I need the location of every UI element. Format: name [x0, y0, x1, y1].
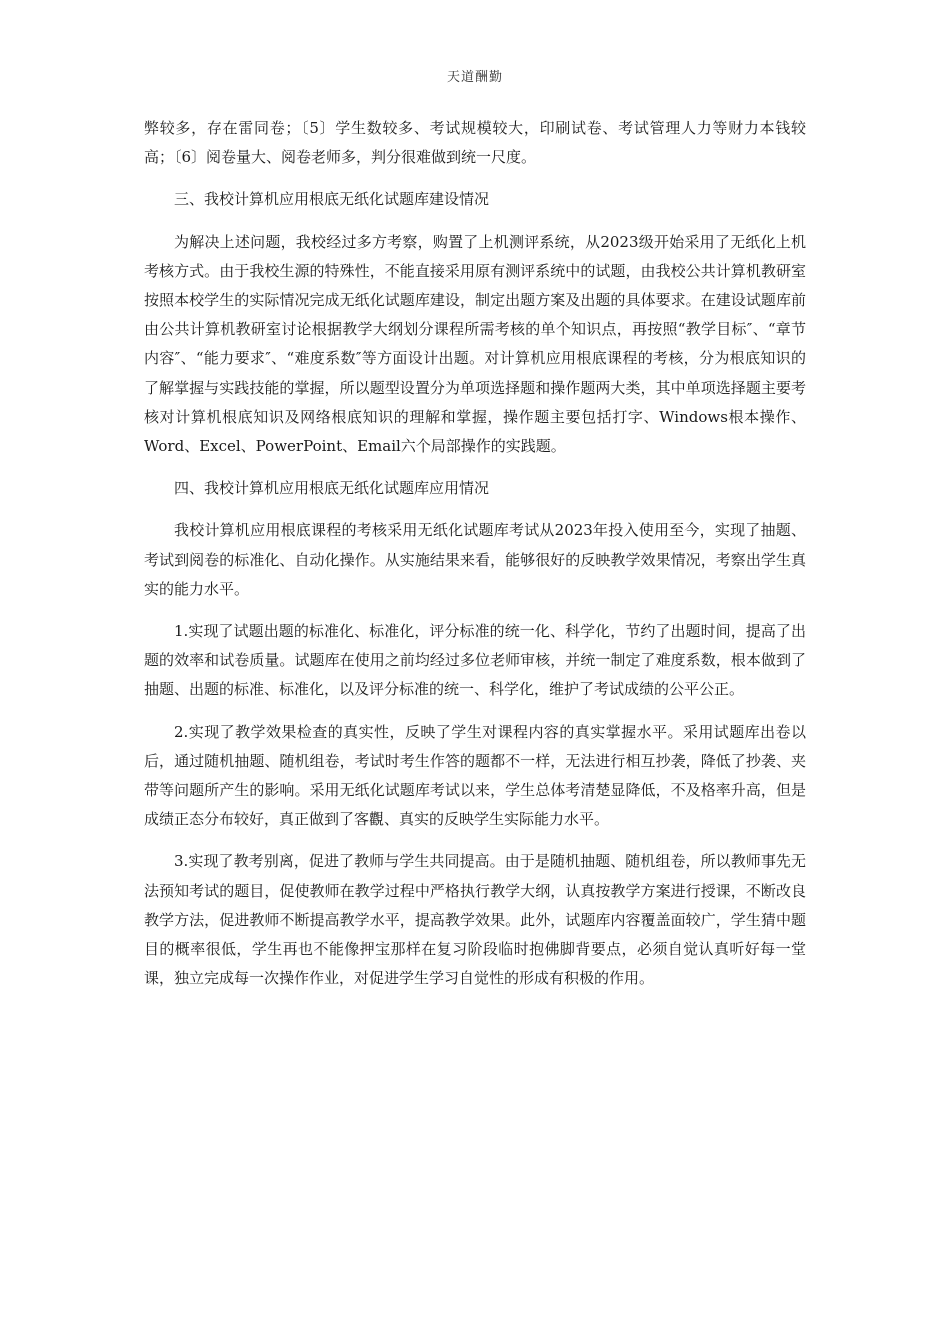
page-header: 天道酬勤	[446, 70, 503, 85]
section-heading-4: 四、我校计算机应用根底无纸化试题库应用情况	[174, 479, 490, 498]
paragraph-point-3: 3.实现了教考别离，促进了教师与学生共同提高。由于是随机抽题、随机组卷，所以教师事先无法预知考试的题目，促使教师在教学过程中严格执行教学大纲，认真按教学方案进行授课，不断改良教学方法，促进教师不断提高教学水平，提高教学效果。此外，试题库内容覆盖面较广，学生猜中题目的概率很低，学生再也不能像押宝那样在复习阶段临时抱佛脚背要点，必须自觉认真听好每一堂课，独立完成每一次操作作业，对促进学生学习自觉性的形成有积极的作用。	[144, 852, 806, 988]
paragraph-section3-body: 为解决上述问题，我校经过多方考察，购置了上机测评系统，从2023级开始采用了无纸化上机考核方式。由于我校生源的特殊性，不能直接采用原有测评系统中的试题，由我校公共计算机教研室按照本校学生的实际情况完成无纸化试题库建设，制定出题方案及出题的具体要求。在建设试题库前由公共计算机教研室讨论根据教学大纲划分课程所需考核的单个知识点，再按照“教学目标″、“章节内容″、“能力要求″、“难度系数″等方面设计出题。对计算机应用根底课程的考核，分为根底知识的了解掌握与实践技能的掌握，所以题型设置分为单项选择题和操作题两大类，其中单项选择题主要考核对计算机根底知识及网络根底知识的理解和掌握，操作题主要包括打字、Windows根本操作、Word、Excel、PowerPoint、Email六个局部操作的实践题。	[144, 232, 806, 456]
paragraph-point-1: 1.实现了试题出题的标准化、标准化，评分标准的统一化、科学化，节约了出题时间，提高了出题的效率和试卷质量。试题库在使用之前均经过多位老师审核，并统一制定了难度系数，根本做到了抽题、出题的标准、标准化，以及评分标准的统一、科学化，维护了考试成绩的公平公正。	[144, 622, 806, 699]
paragraph-section4-intro: 我校计算机应用根底课程的考核采用无纸化试题库考试从2023年投入使用至今，实现了抽题、考试到阅卷的标准化、自动化操作。从实施结果来看，能够很好的反映教学效果情况，考察出学生真实的能力水平。	[144, 521, 806, 598]
document-body	[144, 114, 806, 993]
paragraph-point-2: 2.实现了教学效果检查的真实性，反映了学生对课程内容的真实掌握水平。采用试题库出卷以后，通过随机抽题、随机组卷，考试时考生作答的题都不一样，无法进行相互抄袭，降低了抄袭、夹带等问题所产生的影响。采用无纸化试题库考试以来，学生总体考清楚显降低，不及格率升高，但是成绩正态分布较好，真正做到了客觀、真实的反映学生实际能力水平。	[144, 722, 806, 829]
paragraph-continuation: 弊较多，存在雷同卷；〔5〕学生数较多、考试规模较大，印刷试卷、考试管理人力等财力本钱较高；〔6〕阅卷量大、阅卷老师多，判分很难做到统一尺度。	[144, 119, 806, 167]
section-heading-3: 三、我校计算机应用根底无纸化试题库建设情况	[174, 190, 490, 209]
